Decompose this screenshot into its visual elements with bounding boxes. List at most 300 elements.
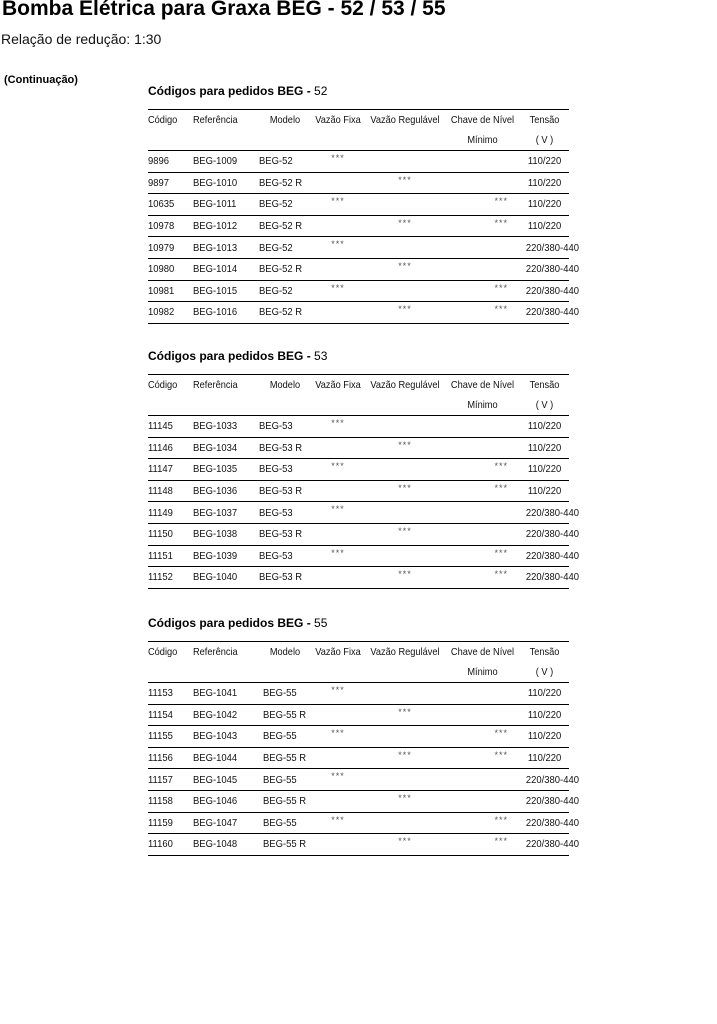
cell-vazao-regulavel xyxy=(365,502,445,524)
cell-vazao-regulavel xyxy=(365,237,445,259)
modelo-value: BEG-52 R xyxy=(259,263,303,276)
modelo-value: BEG-53 xyxy=(259,420,293,433)
section-heading xyxy=(148,348,569,364)
cell-vazao-regulavel xyxy=(365,459,445,481)
codigo-value: 10979 xyxy=(148,241,175,254)
cell-tensao xyxy=(520,459,569,481)
cell-referencia xyxy=(193,416,259,438)
codigo-value: 10980 xyxy=(148,263,175,276)
table-row xyxy=(148,258,569,280)
table-row xyxy=(148,416,569,438)
cell-tensao xyxy=(520,769,579,791)
section-beg-52 xyxy=(148,83,579,324)
codigo-value: 11146 xyxy=(148,441,173,454)
codigo-value: 11155 xyxy=(148,730,173,743)
cell-codigo xyxy=(148,747,193,769)
cell-modelo xyxy=(259,480,311,502)
section-heading-number: 52 xyxy=(310,84,328,98)
referencia-value: BEG-1010 xyxy=(193,176,238,189)
col-header-vazao-fixa: Vazão Fixa xyxy=(315,646,361,658)
table-row xyxy=(148,280,569,302)
table-row xyxy=(148,834,569,856)
col-header-vazao-regulavel: Vazão Regulável xyxy=(370,379,440,391)
cell-modelo xyxy=(259,151,311,173)
cell-chave-nivel xyxy=(445,437,520,459)
tensao-value: 110/220 xyxy=(527,220,562,233)
referencia-value: BEG-1039 xyxy=(193,549,238,562)
codigo-value: 11151 xyxy=(148,549,173,562)
cell-referencia xyxy=(193,194,259,216)
col-header-chave-nivel: Chave de Nível xyxy=(450,379,515,391)
cell-referencia xyxy=(193,172,259,194)
modelo-value: BEG-52 R xyxy=(259,176,303,189)
col-header-referencia: Referência xyxy=(193,114,238,126)
tensao-value: 220/380-440 xyxy=(525,263,579,276)
referencia-value: BEG-1041 xyxy=(193,687,238,700)
cell-tensao xyxy=(520,151,569,173)
cell-modelo xyxy=(259,280,311,302)
cell-codigo xyxy=(148,280,193,302)
table-row xyxy=(148,194,569,216)
cell-referencia xyxy=(193,280,259,302)
cell-chave-nivel xyxy=(445,523,520,545)
cell-modelo xyxy=(259,215,311,237)
cell-tensao xyxy=(520,437,569,459)
modelo-value: BEG-53 xyxy=(259,506,293,519)
referencia-value: BEG-1046 xyxy=(193,795,238,808)
cell-referencia xyxy=(193,790,259,812)
codigo-value: 11156 xyxy=(148,752,173,765)
cell-modelo xyxy=(259,683,311,705)
cell-modelo xyxy=(259,237,311,259)
referencia-value: BEG-1040 xyxy=(193,571,238,584)
cell-codigo xyxy=(148,459,193,481)
order-codes-table xyxy=(148,641,579,856)
col-header-chave-nivel: Chave de Nível xyxy=(450,646,515,658)
cell-chave-nivel xyxy=(445,502,520,524)
cell-codigo xyxy=(148,416,193,438)
cell-codigo xyxy=(148,151,193,173)
col-header-vazao-fixa: Vazão Fixa xyxy=(315,379,361,391)
codigo-value: 11145 xyxy=(148,420,173,433)
col-header-modelo: Modelo xyxy=(269,379,301,391)
cell-chave-nivel: *** xyxy=(494,461,508,472)
col-header-tensao-unit: ( V ) xyxy=(535,666,554,678)
cell-referencia xyxy=(193,480,259,502)
cell-modelo xyxy=(259,726,311,748)
cell-referencia xyxy=(193,683,259,705)
table-row xyxy=(148,683,569,705)
cell-modelo xyxy=(259,545,311,567)
cell-tensao xyxy=(520,502,579,524)
cell-referencia xyxy=(193,834,259,856)
referencia-value: BEG-1034 xyxy=(193,441,238,454)
codigo-value: 11157 xyxy=(148,773,173,786)
cell-codigo xyxy=(148,834,193,856)
table-row xyxy=(148,769,569,791)
tensao-value: 220/380-440 xyxy=(525,795,579,808)
header-spacer xyxy=(151,130,191,151)
modelo-value: BEG-52 R xyxy=(259,220,303,233)
modelo-value: BEG-55 xyxy=(263,816,297,829)
cell-chave-nivel: *** xyxy=(494,749,508,760)
codigo-value: 11152 xyxy=(148,571,173,584)
referencia-value: BEG-1011 xyxy=(193,198,237,211)
codigo-value: 11147 xyxy=(148,463,173,476)
tensao-value: 220/380-440 xyxy=(525,571,579,584)
table-row xyxy=(148,437,569,459)
codigo-value: 9897 xyxy=(148,176,170,189)
modelo-value: BEG-53 R xyxy=(259,528,303,541)
tensao-value: 220/380-440 xyxy=(525,284,579,297)
modelo-value: BEG-53 R xyxy=(259,485,303,498)
referencia-value: BEG-1014 xyxy=(193,263,238,276)
table-row xyxy=(148,215,569,237)
cell-modelo xyxy=(259,834,311,856)
cell-referencia xyxy=(193,545,259,567)
table-header xyxy=(148,110,569,151)
col-header-tensao: Tensão xyxy=(529,379,560,391)
cell-tensao xyxy=(520,747,569,769)
codigo-value: 11150 xyxy=(148,528,173,541)
cell-codigo xyxy=(148,790,193,812)
cell-chave-nivel: *** xyxy=(494,728,508,739)
cell-tensao xyxy=(520,416,569,438)
cell-vazao-fixa: *** xyxy=(331,196,345,207)
cell-vazao-fixa: *** xyxy=(331,461,345,472)
cell-vazao-regulavel xyxy=(365,194,445,216)
cell-vazao-regulavel: *** xyxy=(398,439,412,450)
header-spacer xyxy=(370,395,440,416)
col-header-codigo: Código xyxy=(148,379,178,391)
col-header-chave-nivel: Chave de Nível xyxy=(450,114,515,126)
cell-chave-nivel xyxy=(445,790,520,812)
cell-tensao xyxy=(520,194,569,216)
col-header-codigo: Código xyxy=(148,646,178,658)
header-spacer xyxy=(197,662,255,683)
table-row xyxy=(148,172,569,194)
tensao-value: 110/220 xyxy=(527,441,562,454)
cell-chave-nivel xyxy=(445,237,520,259)
tensao-value: 110/220 xyxy=(527,708,562,721)
tensao-value: 220/380-440 xyxy=(525,241,579,254)
cell-tensao xyxy=(520,215,569,237)
cell-modelo xyxy=(259,172,311,194)
cell-codigo xyxy=(148,683,193,705)
cell-modelo xyxy=(259,437,311,459)
referencia-value: BEG-1038 xyxy=(193,528,238,541)
cell-modelo xyxy=(259,704,311,726)
cell-chave-nivel xyxy=(445,416,520,438)
tensao-value: 220/380-440 xyxy=(525,528,579,541)
cell-codigo xyxy=(148,215,193,237)
cell-chave-nivel: *** xyxy=(494,547,508,558)
cell-chave-nivel: *** xyxy=(494,196,508,207)
tensao-value: 220/380-440 xyxy=(525,816,579,829)
modelo-value: BEG-55 xyxy=(263,730,297,743)
cell-codigo xyxy=(148,812,193,834)
cell-referencia xyxy=(193,523,259,545)
cell-vazao-fixa: *** xyxy=(331,504,345,515)
col-header-chave-nivel-line2: Mínimo xyxy=(467,134,498,146)
header-spacer xyxy=(370,662,440,683)
col-header-tensao: Tensão xyxy=(529,114,560,126)
cell-tensao xyxy=(520,172,569,194)
cell-tensao xyxy=(520,726,569,748)
cell-chave-nivel xyxy=(445,151,520,173)
section-heading-number: 53 xyxy=(310,349,328,363)
cell-codigo xyxy=(148,237,193,259)
cell-vazao-fixa xyxy=(311,747,365,769)
header-spacer xyxy=(151,395,191,416)
cell-referencia xyxy=(193,437,259,459)
cell-referencia xyxy=(193,237,259,259)
col-header-chave-nivel-line2: Mínimo xyxy=(467,399,498,411)
cell-vazao-fixa: *** xyxy=(331,685,345,695)
referencia-value: BEG-1044 xyxy=(193,752,238,765)
cell-vazao-regulavel xyxy=(365,769,445,791)
table-row xyxy=(148,151,569,173)
table-row xyxy=(148,523,569,545)
cell-vazao-regulavel xyxy=(365,416,445,438)
cell-referencia xyxy=(193,502,259,524)
document-title: Bomba Elétrica para Graxa BEG - 52 / 53 / 55 xyxy=(2,0,446,20)
cell-referencia xyxy=(193,215,259,237)
reduction-ratio-subtitle: Relação de redução: 1:30 xyxy=(1,31,162,47)
referencia-value: BEG-1043 xyxy=(193,730,238,743)
modelo-value: BEG-52 xyxy=(259,155,293,168)
cell-codigo xyxy=(148,258,193,280)
cell-codigo xyxy=(148,704,193,726)
cell-chave-nivel: *** xyxy=(494,217,508,228)
col-header-referencia: Referência xyxy=(193,646,238,658)
header-spacer xyxy=(370,130,440,151)
cell-vazao-regulavel: *** xyxy=(398,749,412,760)
cell-codigo xyxy=(148,437,193,459)
modelo-value: BEG-53 R xyxy=(259,571,303,584)
table-row xyxy=(148,726,569,748)
modelo-value: BEG-52 xyxy=(259,198,293,211)
cell-vazao-regulavel: *** xyxy=(398,174,412,185)
cell-referencia xyxy=(193,769,259,791)
tensao-value: 220/380-440 xyxy=(525,549,579,562)
col-header-referencia: Referência xyxy=(193,379,238,391)
codigo-value: 9896 xyxy=(148,155,170,168)
tensao-value: 220/380-440 xyxy=(525,506,579,519)
cell-modelo xyxy=(259,416,311,438)
tensao-value: 110/220 xyxy=(527,687,562,700)
cell-vazao-fixa: *** xyxy=(331,728,345,739)
codigo-value: 11148 xyxy=(148,485,173,498)
cell-tensao xyxy=(520,567,579,589)
table-row xyxy=(148,545,569,567)
col-header-tensao: Tensão xyxy=(529,646,560,658)
continuation-label: (Continuação) xyxy=(4,74,78,86)
cell-vazao-fixa: *** xyxy=(331,153,345,163)
referencia-value: BEG-1048 xyxy=(193,838,238,851)
header-spacer xyxy=(262,662,308,683)
table-row xyxy=(148,480,569,502)
cell-vazao-fixa: *** xyxy=(331,771,345,782)
col-header-vazao-regulavel: Vazão Regulável xyxy=(370,646,440,658)
cell-codigo xyxy=(148,480,193,502)
tensao-value: 110/220 xyxy=(527,155,562,168)
cell-chave-nivel xyxy=(445,258,520,280)
table-row xyxy=(148,237,569,259)
referencia-value: BEG-1035 xyxy=(193,463,238,476)
referencia-value: BEG-1036 xyxy=(193,485,238,498)
modelo-value: BEG-55 xyxy=(263,687,297,700)
cell-vazao-fixa xyxy=(311,258,365,280)
cell-codigo xyxy=(148,769,193,791)
cell-codigo xyxy=(148,172,193,194)
cell-referencia xyxy=(193,726,259,748)
cell-vazao-regulavel: *** xyxy=(398,482,412,493)
cell-vazao-regulavel: *** xyxy=(398,304,412,315)
cell-vazao-fixa xyxy=(311,834,365,856)
cell-vazao-fixa xyxy=(311,790,365,812)
cell-codigo xyxy=(148,194,193,216)
cell-chave-nivel: *** xyxy=(494,836,508,847)
referencia-value: BEG-1013 xyxy=(193,241,238,254)
cell-modelo xyxy=(259,502,311,524)
section-heading-model: BEG - xyxy=(277,616,311,630)
modelo-value: BEG-55 R xyxy=(263,795,307,808)
modelo-value: BEG-52 xyxy=(259,241,293,254)
table-row xyxy=(148,790,569,812)
cell-codigo xyxy=(148,523,193,545)
modelo-value: BEG-52 xyxy=(259,284,293,297)
section-heading-prefix: Códigos para pedidos xyxy=(148,616,278,630)
header-spacer xyxy=(197,130,255,151)
table-row xyxy=(148,812,569,834)
header-spacer xyxy=(262,130,308,151)
referencia-value: BEG-1015 xyxy=(193,284,238,297)
table-header xyxy=(148,642,569,683)
modelo-value: BEG-52 R xyxy=(259,306,303,319)
cell-vazao-fixa: *** xyxy=(331,814,345,825)
col-header-vazao-fixa: Vazão Fixa xyxy=(315,114,361,126)
cell-vazao-regulavel xyxy=(365,545,445,567)
cell-modelo xyxy=(259,812,311,834)
cell-referencia xyxy=(193,704,259,726)
cell-tensao xyxy=(520,237,579,259)
col-header-modelo: Modelo xyxy=(269,114,301,126)
tensao-value: 110/220 xyxy=(527,176,562,189)
cell-chave-nivel xyxy=(445,704,520,726)
cell-referencia xyxy=(193,812,259,834)
col-header-tensao-unit: ( V ) xyxy=(535,134,554,146)
cell-vazao-regulavel: *** xyxy=(398,836,412,847)
tensao-value: 110/220 xyxy=(527,730,562,743)
cell-modelo xyxy=(259,747,311,769)
cell-vazao-fixa xyxy=(311,704,365,726)
referencia-value: BEG-1047 xyxy=(193,816,238,829)
header-spacer xyxy=(197,395,255,416)
header-spacer xyxy=(314,662,362,683)
cell-modelo xyxy=(259,302,311,324)
cell-chave-nivel xyxy=(445,172,520,194)
section-heading-prefix: Códigos para pedidos xyxy=(148,84,278,98)
cell-vazao-fixa xyxy=(311,567,365,589)
tensao-value: 220/380-440 xyxy=(525,306,579,319)
codigo-value: 10981 xyxy=(148,284,175,297)
cell-referencia xyxy=(193,302,259,324)
cell-referencia xyxy=(193,258,259,280)
cell-modelo xyxy=(259,459,311,481)
codigo-value: 11154 xyxy=(148,708,173,721)
codigo-value: 10635 xyxy=(148,198,175,211)
cell-vazao-fixa xyxy=(311,215,365,237)
cell-vazao-fixa xyxy=(311,172,365,194)
cell-vazao-fixa xyxy=(311,302,365,324)
section-heading-model: BEG - xyxy=(277,84,311,98)
tensao-value: 110/220 xyxy=(527,463,562,476)
cell-tensao xyxy=(520,302,579,324)
cell-tensao xyxy=(520,812,579,834)
codigo-value: 11160 xyxy=(148,838,173,851)
cell-codigo xyxy=(148,545,193,567)
tensao-value: 110/220 xyxy=(527,198,562,211)
cell-modelo xyxy=(259,769,311,791)
cell-chave-nivel xyxy=(445,769,520,791)
col-header-modelo: Modelo xyxy=(269,646,301,658)
header-spacer xyxy=(262,395,308,416)
cell-vazao-fixa: *** xyxy=(331,282,345,293)
cell-vazao-regulavel: *** xyxy=(398,525,412,536)
modelo-value: BEG-55 R xyxy=(263,752,307,765)
tensao-value: 220/380-440 xyxy=(525,773,579,786)
cell-vazao-regulavel xyxy=(365,812,445,834)
cell-modelo xyxy=(259,194,311,216)
section-beg-55 xyxy=(148,615,579,856)
table-row xyxy=(148,704,569,726)
order-codes-table xyxy=(148,374,579,589)
cell-vazao-fixa xyxy=(311,523,365,545)
col-header-codigo: Código xyxy=(148,114,178,126)
cell-vazao-fixa: *** xyxy=(331,418,345,428)
section-beg-53 xyxy=(148,348,579,589)
cell-vazao-regulavel: *** xyxy=(398,260,412,271)
cell-vazao-fixa: *** xyxy=(331,239,345,250)
cell-referencia xyxy=(193,747,259,769)
codigo-value: 11149 xyxy=(148,506,173,519)
table-row xyxy=(148,459,569,481)
cell-tensao xyxy=(520,523,579,545)
cell-vazao-regulavel: *** xyxy=(398,706,412,717)
modelo-value: BEG-53 R xyxy=(259,441,303,454)
cell-tensao xyxy=(520,280,579,302)
cell-tensao xyxy=(520,480,569,502)
cell-vazao-regulavel: *** xyxy=(398,217,412,228)
cell-tensao xyxy=(520,545,579,567)
table-row xyxy=(148,502,569,524)
cell-vazao-regulavel: *** xyxy=(398,792,412,803)
cell-vazao-regulavel xyxy=(365,726,445,748)
cell-tensao xyxy=(520,790,579,812)
referencia-value: BEG-1042 xyxy=(193,708,238,721)
modelo-value: BEG-55 xyxy=(263,773,297,786)
cell-modelo xyxy=(259,258,311,280)
cell-chave-nivel xyxy=(445,683,520,705)
cell-tensao xyxy=(520,834,579,856)
tensao-value: 110/220 xyxy=(527,752,562,765)
table-row xyxy=(148,302,569,324)
cell-modelo xyxy=(259,523,311,545)
col-header-tensao-unit: ( V ) xyxy=(535,399,554,411)
modelo-value: BEG-55 R xyxy=(263,838,307,851)
tensao-value: 110/220 xyxy=(527,485,562,498)
